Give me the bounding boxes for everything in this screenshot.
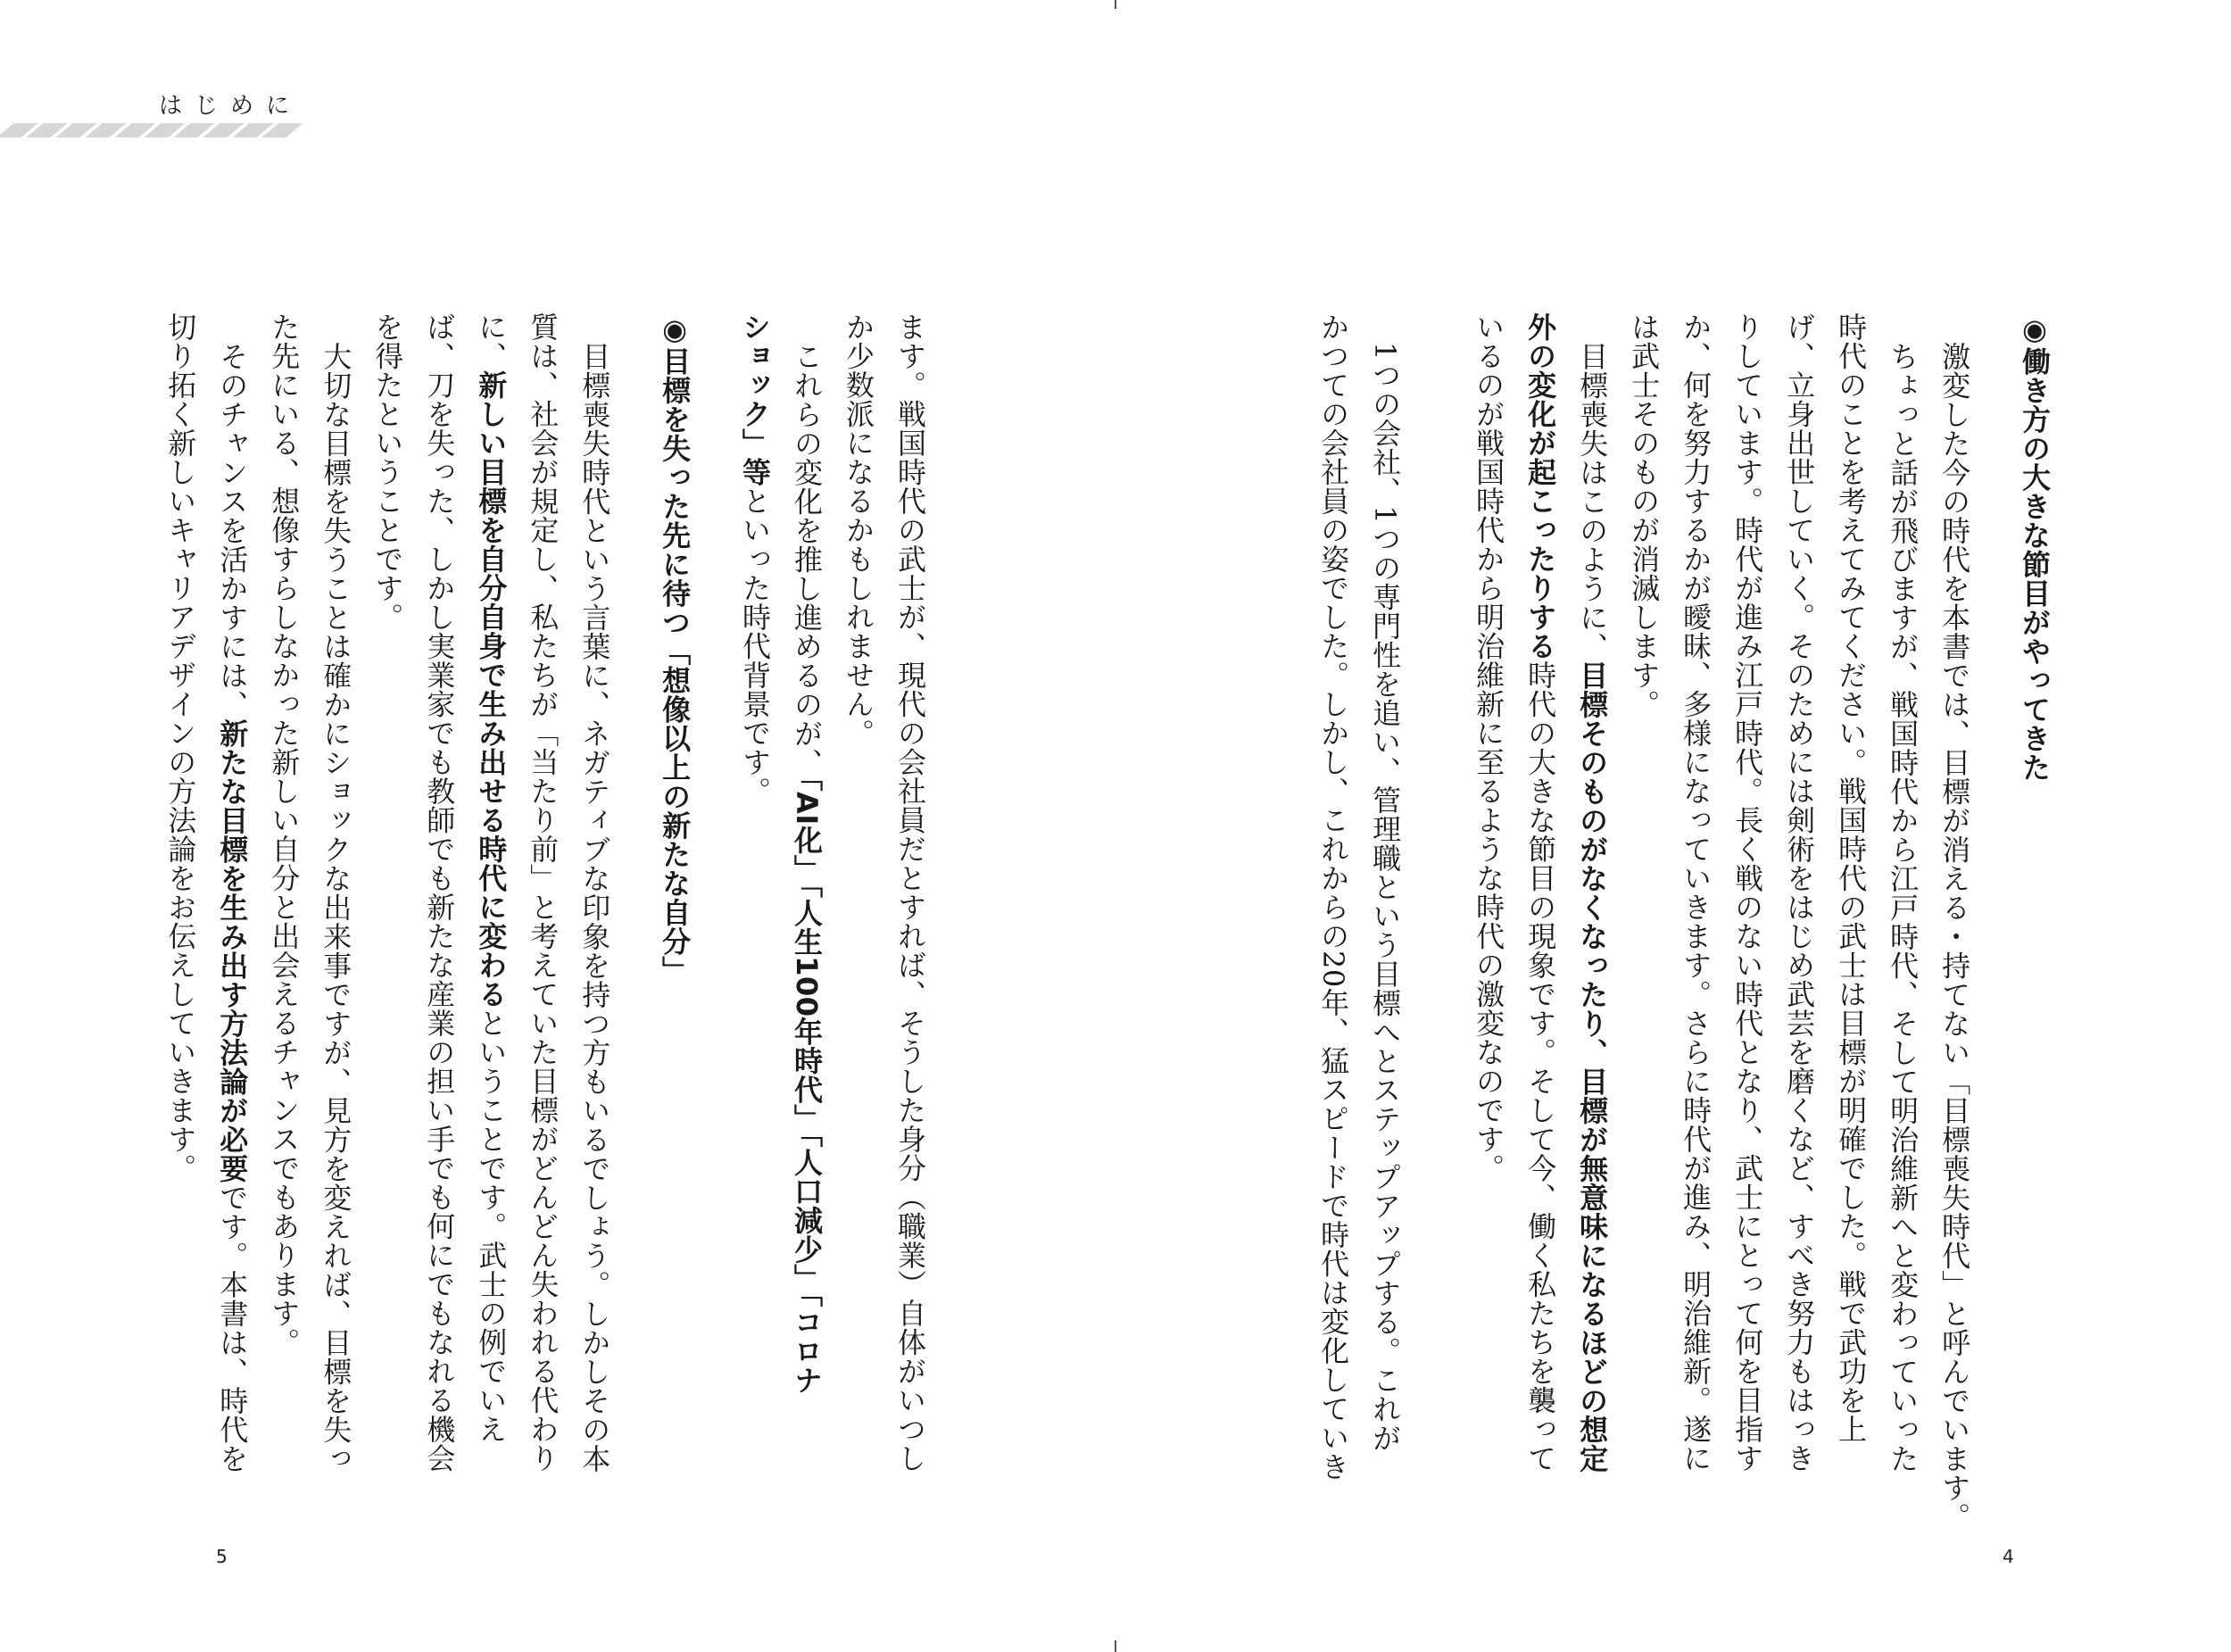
text-line: [469, 312, 509, 1444]
running-head: はじめに: [159, 93, 303, 120]
emphasis-text: 「AI化」「人生100年時代」「人口減少」「コロナ: [790, 776, 824, 1394]
text-line: [211, 312, 250, 1473]
body-text: これらの変化を推し進めるのが、: [790, 341, 824, 776]
body-text: 質は、社会が規定し、私たちが「当たり前」と考えていた目標がどんどん失われる代わり: [526, 312, 560, 1473]
body-text: 1つの会社、1つの専門性を追い、管理職という目標へとステップアップする。これが: [1368, 341, 1403, 1452]
body-text: に、: [474, 312, 509, 370]
emphasis-text: 外の変化が起こったりする: [1523, 312, 1558, 660]
body-text: りしています。時代が進み江戸時代。長く戦のない時代となり、武士にとって何を目指す: [1730, 312, 1765, 1473]
bullet-icon: ◉: [658, 312, 693, 347]
emphasis-text: 新たな目標を生み出す方法論が必要: [215, 718, 250, 1183]
text-line: [366, 312, 405, 632]
body-text: ば、刀を失った、しかし実業家でも教師でも新たな産業の担い手でも何にでもなれる機会: [422, 312, 457, 1473]
section-heading: [2013, 312, 2052, 782]
text-line: [1829, 312, 1869, 1444]
section-heading-text: 働き方の大きな節目がやってきた: [2018, 346, 2052, 782]
page-right: [1249, 312, 2053, 1531]
text-line: [521, 312, 560, 1473]
page-number-left: 5: [216, 1546, 228, 1567]
text-line: [1519, 312, 1558, 1473]
body-text: を得たということです。: [370, 312, 405, 632]
body-text: ということです。武士の例でいえ: [474, 1009, 509, 1444]
body-text: は武士そのものが消滅します。: [1627, 312, 1662, 718]
text-line: [1674, 312, 1713, 1473]
body-text: 激変した今の時代を本書では、目標が消える・持てない「目標喪失時代」と呼んでいます。: [1937, 341, 1972, 1531]
body-text: か少数派になるかもしれません。: [842, 312, 875, 748]
running-head-stripes: [4, 123, 294, 137]
body-text: 時代の大きな節目の現象です。そして今、働く私たちを襲って: [1523, 660, 1558, 1473]
text-line: [159, 312, 198, 1183]
body-text: いるのが戦国時代から明治維新に至るような時代の激変なのです。: [1472, 312, 1506, 1183]
text-line: [314, 312, 353, 1473]
emphasis-text: ショック」等: [738, 312, 772, 486]
text-line: [418, 312, 457, 1473]
page-number-right: 4: [2003, 1546, 2014, 1567]
text-line: [1881, 312, 1920, 1473]
body-text: 大切な目標を失うことは確かにショックな出来事ですが、見方を変えれば、目標を失っ: [319, 341, 353, 1473]
section-heading-text: 目標を失った先に待つ「想像以上の新たな自分」: [658, 346, 693, 985]
body-text: げ、立身出世していく。そのためには剣術をはじめ武芸を磨くなど、すべき努力もはっき: [1782, 312, 1817, 1473]
body-text: かつての会社員の姿でした。しかし、これからの20年、猛スピードで時代は変化していき: [1316, 312, 1351, 1482]
text-line: [734, 312, 772, 806]
text-line: [1933, 312, 1972, 1531]
section-heading: [653, 312, 693, 985]
text-line: [1778, 312, 1817, 1473]
crop-mark-bottom: [1115, 1640, 1116, 1652]
text-line: [1571, 312, 1610, 1473]
page-left: [125, 312, 928, 1517]
body-text: 時代のことを考えてみてください。戦国時代の武士は目標が明確でした。戦で武功を上: [1834, 312, 1869, 1444]
text-line: [1622, 312, 1662, 718]
text-line: [262, 312, 302, 1357]
text-line: [837, 312, 873, 748]
crop-mark-top: [1115, 0, 1116, 9]
body-text: 切り拓く新しいキャリアデザインの方法論をお伝えしていきます。: [163, 312, 198, 1183]
body-text: ます。戦国時代の武士が、現代の会社員だとすれば、そうした身分（職業）自体がいつし: [893, 312, 927, 1473]
body-text: 目標喪失はこのように、: [1575, 341, 1610, 660]
body-text: か、何を努力するかが曖昧、多様になっていきます。さらに時代が進み、明治維新。遂に: [1679, 312, 1713, 1473]
body-text: そのチャンスを活かすには、: [215, 341, 250, 718]
text-line: [573, 312, 612, 1473]
body-text: 目標喪失時代という言葉に、ネガティブな印象を持つ方もいるでしょう。しかしその本: [577, 341, 612, 1473]
body-text: ちょっと話が飛びますが、戦国時代から江戸時代、そして明治維新へと変わっていった: [1886, 341, 1920, 1473]
text-line: [785, 312, 824, 1394]
body-text: といった時代背景です。: [738, 486, 772, 806]
text-line: [889, 312, 925, 1473]
emphasis-text: 目標そのものがなくなったり、目標が無意味になるほどの想定: [1575, 660, 1610, 1473]
text-line: [1467, 312, 1506, 1183]
emphasis-text: 新しい目標を自分自身で生み出せる時代に変わる: [474, 370, 509, 1009]
text-line: [1312, 312, 1351, 1482]
body-text: た先にいる、想像すらしなかった新しい自分と出会えるチャンスでもあります。: [267, 312, 302, 1357]
bullet-icon: ◉: [2018, 312, 2052, 347]
text-line: [1726, 312, 1765, 1473]
text-line: [1364, 312, 1403, 1452]
body-text: です。本書は、時代を: [215, 1183, 250, 1473]
